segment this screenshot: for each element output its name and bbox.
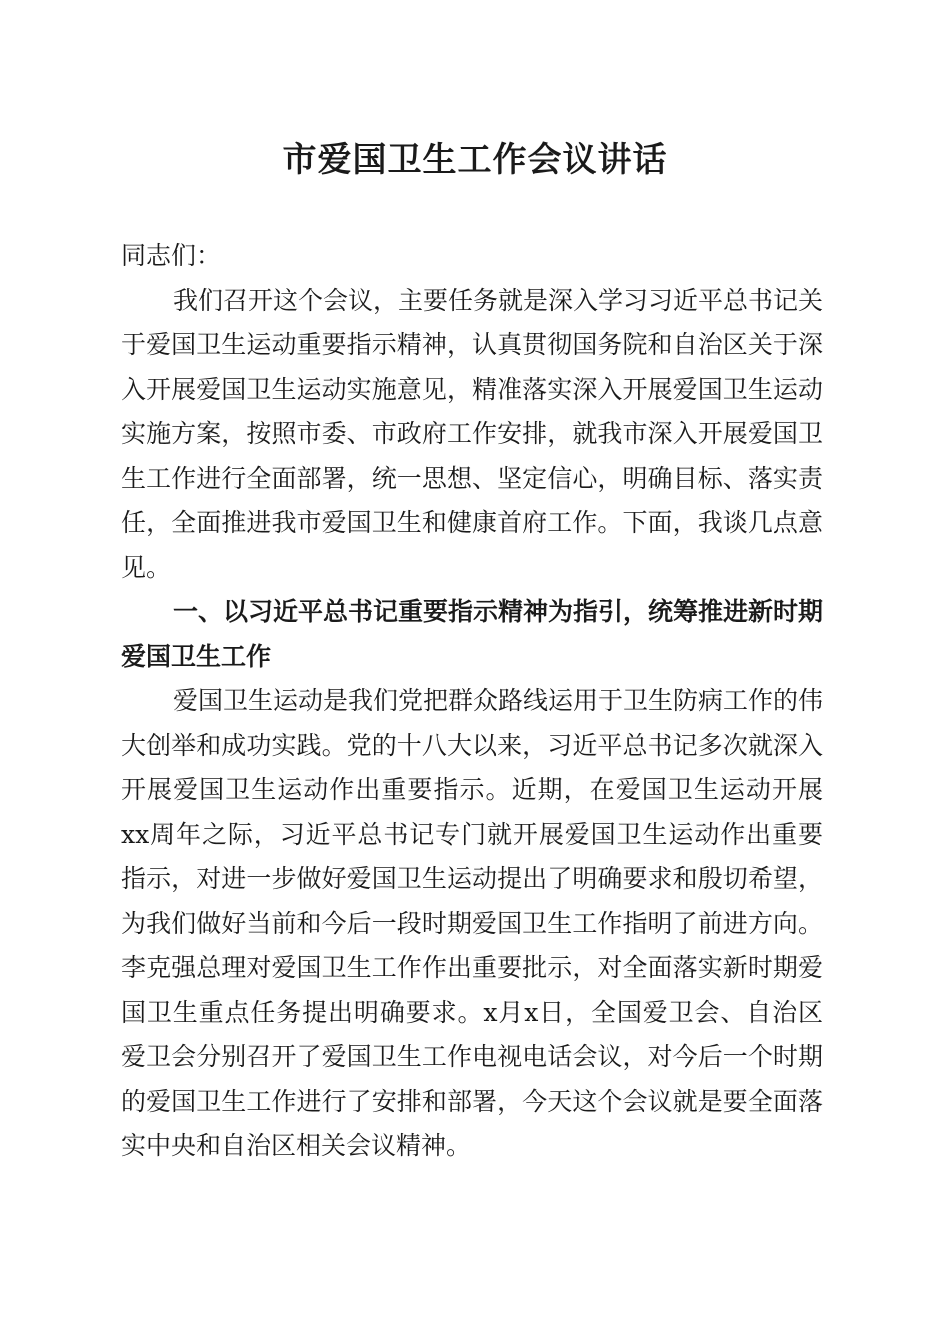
document-body bbox=[121, 234, 823, 1169]
section-paragraph: 爱国卫生运动是我们党把群众路线运用于卫生防病工作的伟大创举和成功实践。党的十八大以来，习近平总书记多次就深入开展爱国卫生运动作出重要指示。近期，在爱国卫生运动开展xx周年之际，习近平总书记专门就开展爱国卫生运动作出重要指示，对进一步做好爱国卫生运动提出了明确要求和殷切希望，为我们做好当前和今后一段时期爱国卫生工作指明了前进方向。李克强总理对爱国卫生工作作出重要批示，对全面落实新时期爱国卫生重点任务提出明确要求。x月x日，全国爱卫会、自治区爱卫会分别召开了爱国卫生工作电视电话会议，对今后一个时期的爱国卫生工作进行了安排和部署，今天这个会议就是要全面落实中央和自治区相关会议精神。 bbox=[121, 686, 824, 1160]
section-heading: 一、以习近平总书记重要指示精神为指引，统筹推进新时期爱国卫生工作 bbox=[121, 597, 824, 671]
salutation: 同志们： bbox=[121, 241, 222, 270]
intro-paragraph: 我们召开这个会议，主要任务就是深入学习习近平总书记关于爱国卫生运动重要指示精神，认真贯彻国务院和自治区关于深入开展爱国卫生运动实施意见，精准落实深入开展爱国卫生运动实施方案，按照市委、市政府工作安排，就我市深入开展爱国卫生工作进行全面部署，统一思想、坚定信心，明确目标、落实责任，全面推进我市爱国卫生和健康首府工作。下面，我谈几点意见。 bbox=[121, 285, 824, 582]
document-title: 市爱国卫生工作会议讲话 bbox=[282, 140, 668, 180]
